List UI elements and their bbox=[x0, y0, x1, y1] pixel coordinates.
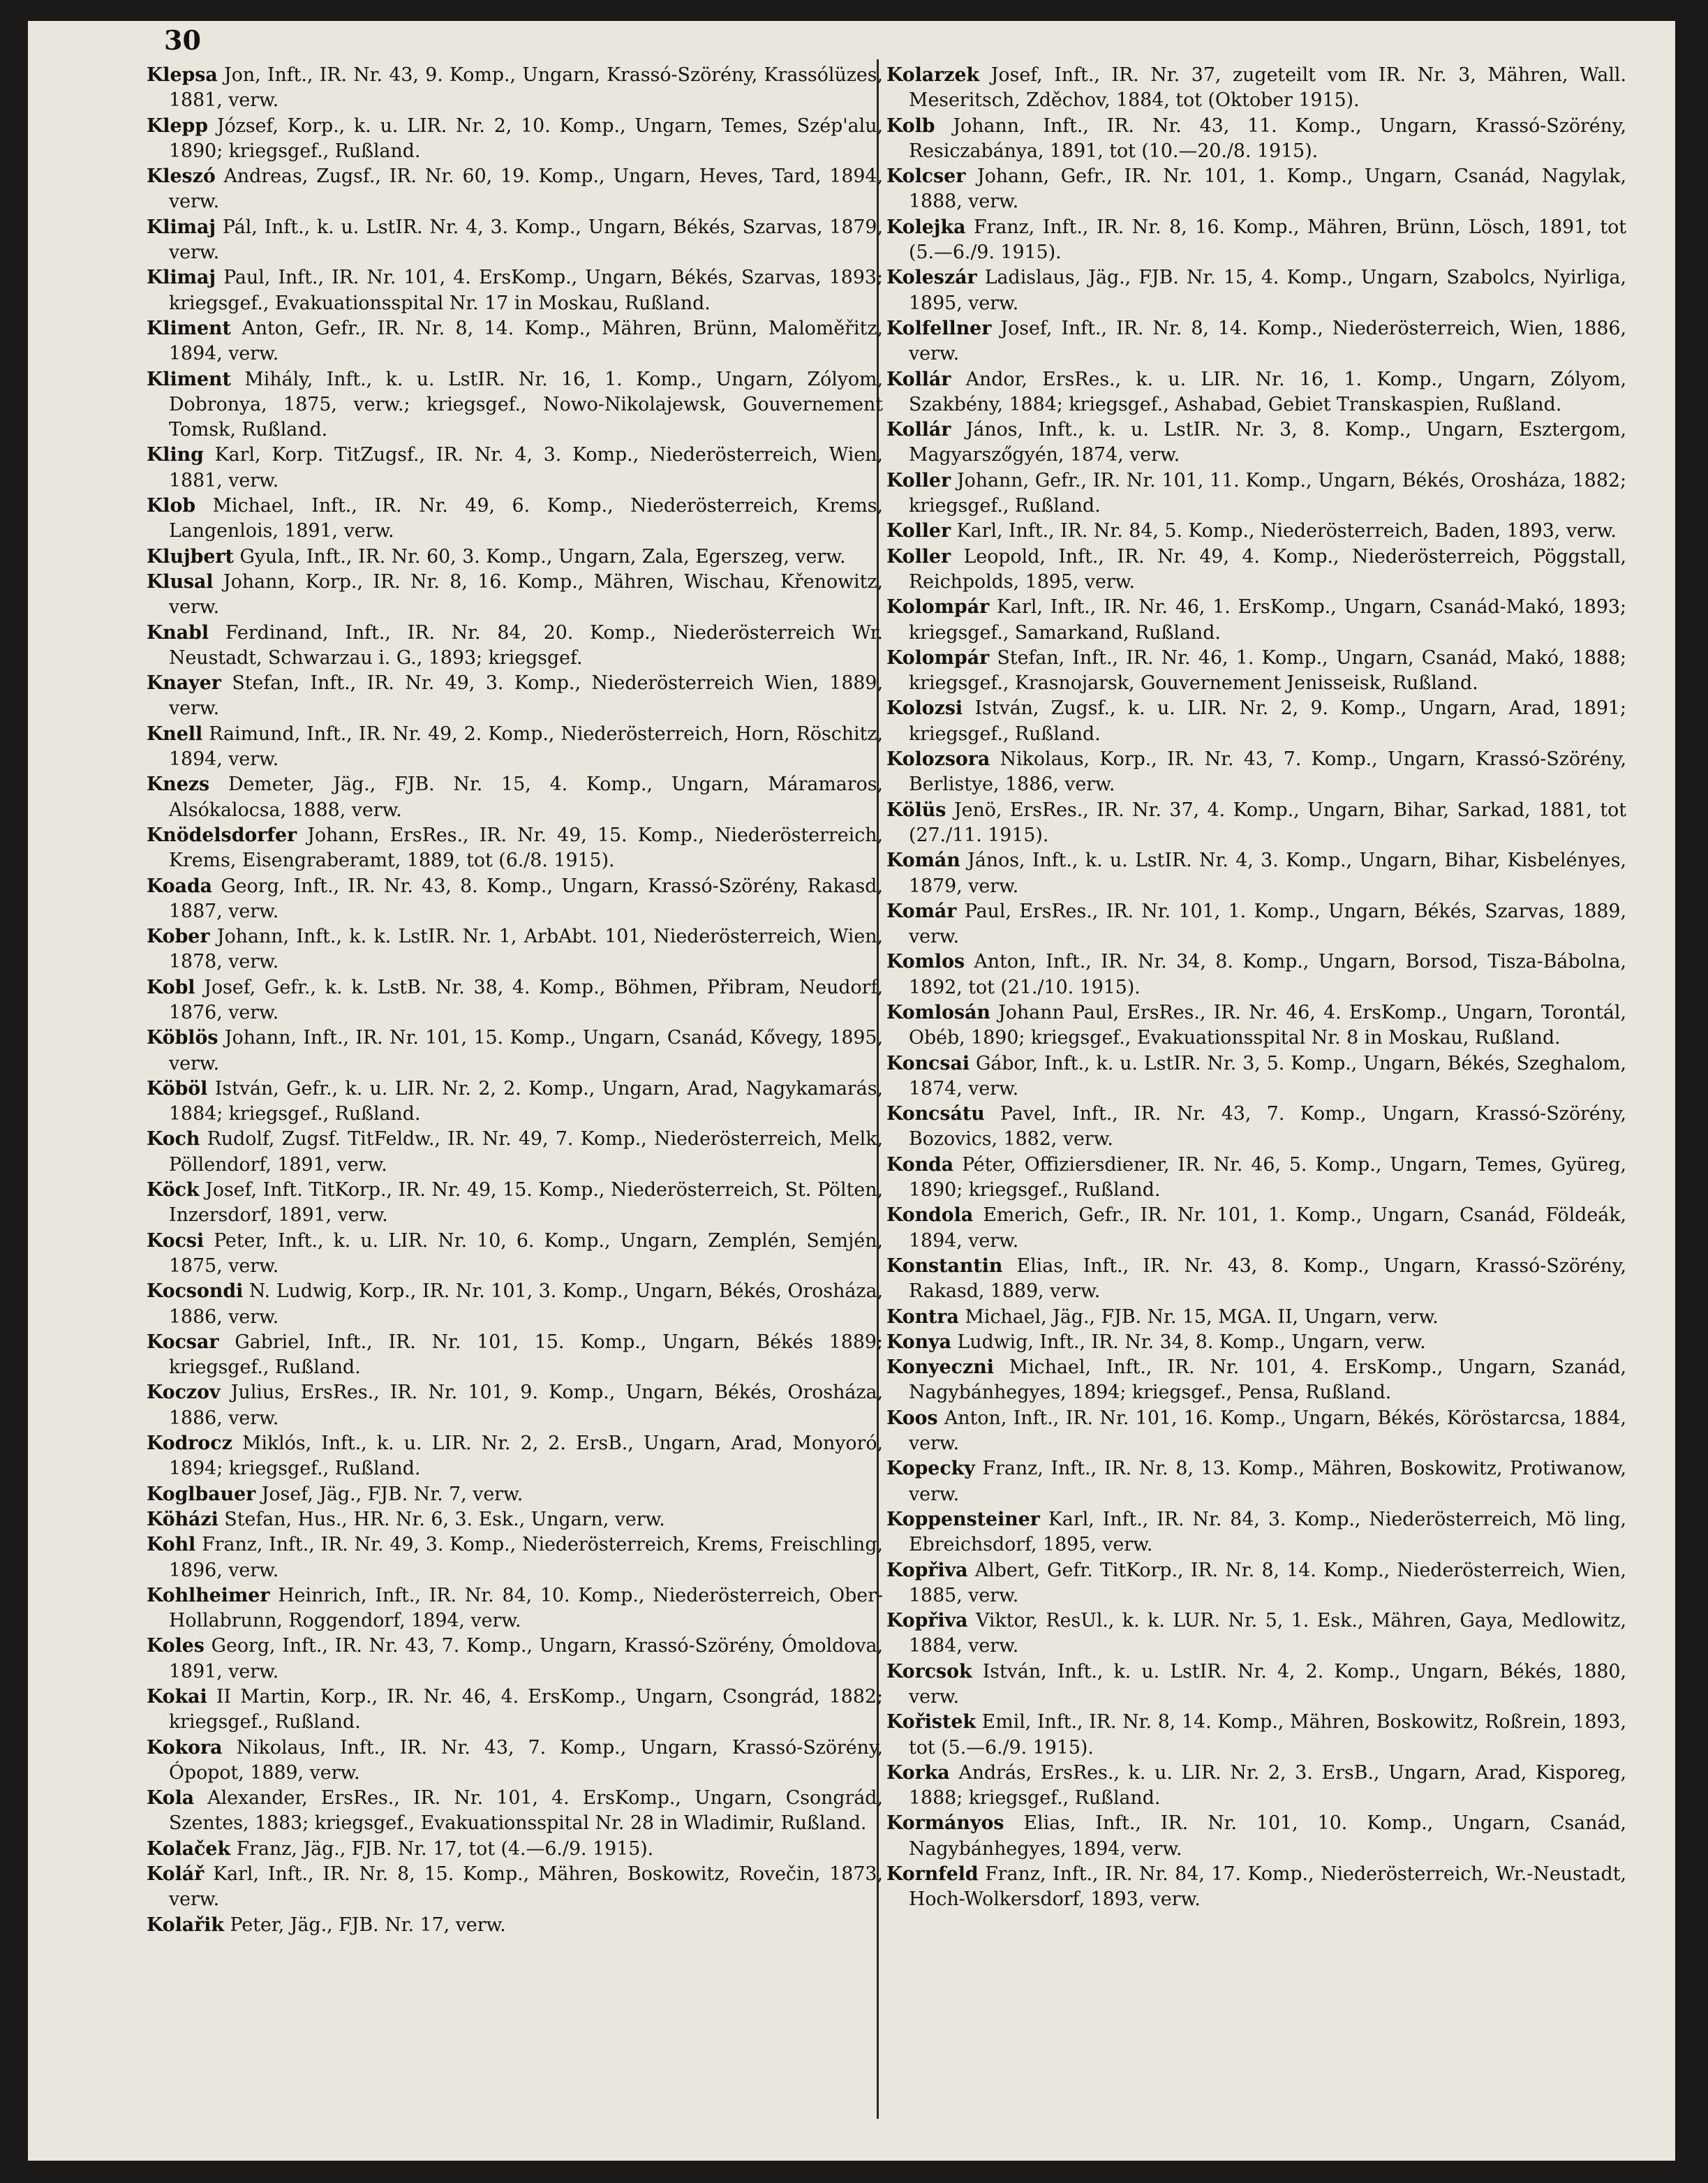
entry-surname: Köblös bbox=[147, 1027, 218, 1049]
entry-details: István, Inft., k. u. LstIR. Nr. 4, 2. Komp., Ungarn, Békés, 1880, verw. bbox=[909, 1660, 1626, 1708]
entry-details: Michael, Inft., IR. Nr. 101, 4. ErsKomp., Ungarn, Szanád, Nagybánhegyes, 1894; kriegsgef., Pensa, Rußland. bbox=[909, 1356, 1626, 1404]
entry-details: Julius, ErsRes., IR. Nr. 101, 9. Komp., Ungarn, Békés, Orosháza, 1886, verw. bbox=[169, 1382, 883, 1429]
register-entry bbox=[147, 1634, 883, 1685]
entry-details: Johann, Inft., k. k. LstIR. Nr. 1, ArbAbt. 101, Niederösterreich, Wien, 1878, verw. bbox=[169, 926, 883, 973]
entry-surname: Koles bbox=[147, 1635, 205, 1657]
register-entry bbox=[886, 1608, 1626, 1659]
entry-surname: Konstantin bbox=[886, 1255, 1003, 1277]
entry-details: Rudolf, Zugsf. TitFeldw., IR. Nr. 49, 7. Komp., Niederösterreich, Melk, Pöllendorf, 1891, verw. bbox=[169, 1128, 883, 1176]
register-entry bbox=[886, 1710, 1626, 1761]
entry-details: Raimund, Inft., IR. Nr. 49, 2. Komp., Niederösterreich, Horn, Röschitz, 1894, verw. bbox=[169, 723, 883, 771]
register-entry bbox=[147, 1532, 883, 1583]
entry-surname: Koch bbox=[147, 1128, 200, 1150]
entry-details: Johann, Gefr., IR. Nr. 101, 11. Komp., Ungarn, Békés, Orosháza, 1882; kriegsgef., Rußland. bbox=[909, 469, 1626, 517]
register-entry bbox=[147, 1229, 883, 1280]
entry-details: Ladislaus, Jäg., FJB. Nr. 15, 4. Komp., Ungarn, Szabolcs, Nyirliga, 1895, verw. bbox=[909, 267, 1626, 314]
entry-surname: Köck bbox=[147, 1179, 200, 1201]
entry-surname: Knell bbox=[147, 723, 203, 745]
entry-details: Georg, Inft., IR. Nr. 43, 7. Komp., Ungarn, Krassó-Szörény, Ómoldova, 1891, verw. bbox=[169, 1635, 883, 1682]
entry-surname: Kohl bbox=[147, 1534, 196, 1556]
register-entry bbox=[886, 747, 1626, 798]
register-entry bbox=[147, 621, 883, 672]
entry-details: Nikolaus, Korp., IR. Nr. 43, 7. Komp., Ungarn, Krassó-Szörény, Berlistye, 1886, verw. bbox=[909, 748, 1626, 796]
entry-surname: Kopecky bbox=[886, 1458, 975, 1480]
entry-details: Andor, ErsRes., k. u. LIR. Nr. 16, 1. Komp., Ungarn, Zólyom, Szakbény, 1884; kriegsgef., Ashabad, Gebiet Transkaspien, Rußland. bbox=[909, 368, 1626, 415]
register-entry bbox=[886, 1456, 1626, 1507]
register-entry bbox=[147, 924, 883, 975]
register-entry bbox=[147, 443, 883, 494]
entry-details: Josef, Jäg., FJB. Nr. 7, verw. bbox=[261, 1483, 523, 1505]
entry-details: Mihály, Inft., k. u. LstIR. Nr. 16, 1. Komp., Ungarn, Zólyom, Dobronya, 1875, verw.; kriegsgef., Nowo-Nikolajewsk, Gouvernement Tomsk, Rußland. bbox=[169, 368, 883, 441]
entry-surname: Kölüs bbox=[886, 799, 946, 821]
entry-details: Johann Paul, ErsRes., IR. Nr. 46, 4. ErsKomp., Ungarn, Torontál, Obéb, 1890; kriegsgef., Evakuationsspital Nr. 8 in Moskau, Rußland. bbox=[909, 1001, 1626, 1049]
entry-surname: Komlos bbox=[886, 951, 965, 973]
entry-details: Karl, Inft., IR. Nr. 8, 15. Komp., Mähren, Boskowitz, Rovečin, 1873, verw. bbox=[169, 1863, 883, 1911]
register-entry bbox=[147, 367, 883, 443]
entry-surname: Klimaj bbox=[147, 216, 216, 238]
entry-details: Karl, Inft., IR. Nr. 46, 1. ErsKomp., Ungarn, Csanád-Makó, 1893; kriegsgef., Samarkand, Rußland. bbox=[909, 596, 1626, 644]
entry-details: Franz, Inft., IR. Nr. 84, 17. Komp., Niederösterreich, Wr.-Neustadt, Hoch-Wolkersdorf, 1893, verw. bbox=[909, 1863, 1626, 1911]
register-entry bbox=[147, 1837, 883, 1862]
register-entry bbox=[147, 1076, 883, 1127]
entry-details: Albert, Gefr. TitKorp., IR. Nr. 8, 14. Komp., Niederösterreich, Wien, 1885, verw. bbox=[909, 1559, 1626, 1606]
register-entry bbox=[147, 164, 883, 215]
entry-details: Péter, Offiziersdiener, IR. Nr. 46, 5. Komp., Ungarn, Temes, Gyüreg, 1890; kriegsgef., Rußland. bbox=[909, 1153, 1626, 1201]
entry-details: Pavel, Inft., IR. Nr. 43, 7. Komp., Ungarn, Krassó-Szörény, Bozovics, 1882, verw. bbox=[909, 1103, 1626, 1150]
register-entry bbox=[147, 1178, 883, 1229]
entry-surname: Kolarzek bbox=[886, 64, 980, 86]
entry-surname: Komlosán bbox=[886, 1001, 990, 1023]
entry-details: István, Gefr., k. u. LIR. Nr. 2, 2. Komp., Ungarn, Arad, Nagykamarás, 1884; kriegsgef., Rußland. bbox=[169, 1077, 883, 1125]
register-entry bbox=[886, 545, 1626, 595]
entry-surname: Korka bbox=[886, 1761, 950, 1784]
entry-details: Nikolaus, Inft., IR. Nr. 43, 7. Komp., Ungarn, Krassó-Szörény, Ópopot, 1889, verw. bbox=[169, 1736, 883, 1784]
entry-details: Leopold, Inft., IR. Nr. 49, 4. Komp., Niederösterreich, Pöggstall, Reichpolds, 1895, verw. bbox=[909, 545, 1626, 593]
register-entry bbox=[886, 1355, 1626, 1406]
register-entry bbox=[147, 545, 883, 570]
entry-surname: Kopřiva bbox=[886, 1559, 968, 1581]
register-entry bbox=[886, 1811, 1626, 1862]
entry-details: II Martin, Korp., IR. Nr. 46, 4. ErsKomp., Ungarn, Csongrád, 1882; kriegsgef., Rußland. bbox=[169, 1686, 883, 1733]
entry-surname: Kolaček bbox=[147, 1837, 231, 1860]
entry-details: Karl, Korp. TitZugsf., IR. Nr. 4, 3. Komp., Niederösterreich, Wien, 1881, verw. bbox=[169, 444, 883, 491]
entry-surname: Kontra bbox=[886, 1305, 959, 1328]
register-entry bbox=[147, 494, 883, 545]
entry-surname: Konyeczni bbox=[886, 1356, 994, 1379]
register-entry bbox=[886, 114, 1626, 165]
entry-details: István, Zugsf., k. u. LIR. Nr. 2, 9. Komp., Ungarn, Arad, 1891; kriegsgef., Rußland. bbox=[909, 697, 1626, 745]
register-entry bbox=[147, 1482, 883, 1507]
entry-details: Josef, Inft., IR. Nr. 8, 14. Komp., Niederösterreich, Wien, 1886, verw. bbox=[909, 317, 1626, 365]
register-entry bbox=[147, 722, 883, 773]
entry-surname: Kobl bbox=[147, 976, 195, 998]
register-entry bbox=[886, 468, 1626, 519]
entry-details: Anton, Gefr., IR. Nr. 8, 14. Komp., Mähren, Brünn, Maloměřitz, 1894, verw. bbox=[169, 317, 883, 365]
entry-details: Elias, Inft., IR. Nr. 101, 10. Komp., Ungarn, Csanád, Nagybánhegyes, 1894, verw. bbox=[909, 1812, 1626, 1860]
entry-details: Ludwig, Inft., IR. Nr. 34, 8. Komp., Ungarn, verw. bbox=[957, 1331, 1426, 1353]
entry-details: Paul, ErsRes., IR. Nr. 101, 1. Komp., Ungarn, Békés, Szarvas, 1889, verw. bbox=[909, 900, 1626, 948]
document-page bbox=[28, 21, 1675, 2161]
register-entry bbox=[886, 367, 1626, 418]
entry-details: Jon, Inft., IR. Nr. 43, 9. Komp., Ungarn, Krassó-Szörény, Krassólüzes, 1881, verw. bbox=[169, 64, 883, 112]
entry-surname: Konda bbox=[886, 1153, 954, 1176]
entry-surname: Koller bbox=[886, 520, 951, 542]
entry-surname: Klob bbox=[147, 495, 196, 517]
register-entry bbox=[147, 1583, 883, 1634]
register-entry bbox=[147, 671, 883, 722]
register-entry bbox=[886, 1153, 1626, 1204]
register-entry bbox=[147, 874, 883, 925]
register-entry bbox=[886, 1659, 1626, 1710]
entry-surname: Kolář bbox=[147, 1863, 205, 1886]
page-number: 30 bbox=[164, 24, 201, 56]
entry-surname: Koppensteiner bbox=[886, 1508, 1040, 1530]
entry-surname: Koos bbox=[886, 1407, 938, 1429]
entry-details: Emil, Inft., IR. Nr. 8, 14. Komp., Mähren, Boskowitz, Roßrein, 1893, tot (5.—6./9. 1915). bbox=[909, 1711, 1626, 1759]
entry-surname: Koleszár bbox=[886, 267, 977, 289]
register-entry bbox=[886, 164, 1626, 215]
entry-surname: Kokai bbox=[147, 1686, 207, 1708]
entry-details: Emerich, Gefr., IR. Nr. 101, 1. Komp., Ungarn, Csanád, Földeák, 1894, verw. bbox=[909, 1204, 1626, 1252]
register-entry bbox=[886, 1000, 1626, 1051]
entry-surname: Kopřiva bbox=[886, 1610, 968, 1632]
entry-surname: Kling bbox=[147, 444, 204, 466]
entry-surname: Kolejka bbox=[886, 216, 966, 238]
entry-surname: Kormányos bbox=[886, 1812, 1004, 1835]
entry-surname: Klimaj bbox=[147, 267, 216, 289]
register-entry bbox=[147, 1685, 883, 1736]
register-entry bbox=[147, 1862, 883, 1913]
entry-details: Peter, Jäg., FJB. Nr. 17, verw. bbox=[230, 1914, 506, 1936]
register-entry bbox=[147, 1431, 883, 1482]
entry-surname: Komár bbox=[886, 900, 957, 922]
entry-details: Viktor, ResUl., k. k. LUR. Nr. 5, 1. Esk., Mähren, Gaya, Medlowitz, 1884, verw. bbox=[909, 1610, 1626, 1657]
entry-details: Stefan, Inft., IR. Nr. 49, 3. Komp., Niederösterreich Wien, 1889, verw. bbox=[169, 672, 883, 720]
entry-surname: Kornfeld bbox=[886, 1863, 979, 1886]
entry-details: Michael, Jäg., FJB. Nr. 15, MGA. II, Ungarn, verw. bbox=[965, 1305, 1439, 1328]
entry-surname: Kleszó bbox=[147, 165, 216, 188]
register-entry bbox=[886, 1507, 1626, 1558]
register-entry bbox=[886, 1558, 1626, 1609]
entry-details: János, Inft., k. u. LstIR. Nr. 4, 3. Komp., Ungarn, Bihar, Kisbelényes, 1879, verw. bbox=[909, 850, 1626, 897]
entry-details: Stefan, Hus., HR. Nr. 6, 3. Esk., Ungarn, verw. bbox=[224, 1508, 665, 1530]
entry-details: N. Ludwig, Korp., IR. Nr. 101, 3. Komp., Ungarn, Békés, Orosháza, 1886, verw. bbox=[169, 1280, 883, 1328]
entry-surname: Kollár bbox=[886, 419, 951, 441]
register-entry bbox=[886, 1406, 1626, 1457]
entry-surname: Komán bbox=[886, 850, 960, 872]
entry-details: Josef, Inft., IR. Nr. 37, zugeteilt vom IR. Nr. 3, Mähren, Wall. Meseritsch, Zděchov, 1884, tot (Oktober 1915). bbox=[909, 64, 1626, 112]
register-entry bbox=[886, 696, 1626, 747]
entry-surname: Knödelsdorfer bbox=[147, 824, 297, 846]
entry-details: Josef, Inft. TitKorp., IR. Nr. 49, 15. Komp., Niederösterreich, St. Pölten, Inzersdorf, 1891, verw. bbox=[169, 1179, 883, 1227]
entry-details: Michael, Inft., IR. Nr. 49, 6. Komp., Niederösterreich, Krems, Langenlois, 1891, verw. bbox=[169, 495, 883, 542]
register-entry bbox=[886, 1330, 1626, 1355]
register-entry bbox=[147, 1026, 883, 1076]
entry-surname: Konya bbox=[886, 1331, 951, 1353]
entry-surname: Kolařik bbox=[147, 1914, 224, 1936]
entry-details: Ferdinand, Inft., IR. Nr. 84, 20. Komp., Niederösterreich Wr. Neustadt, Schwarzau i. G., 1893; kriegsgef. bbox=[169, 621, 883, 669]
register-entry bbox=[147, 975, 883, 1026]
entry-details: Johann, ErsRes., IR. Nr. 49, 15. Komp., Niederösterreich, Krems, Eisengraberamt, 1889, tot (6./8. 1915). bbox=[169, 824, 883, 872]
register-entry bbox=[147, 316, 883, 367]
entry-surname: Knayer bbox=[147, 672, 221, 695]
entry-surname: Klujbert bbox=[147, 545, 234, 568]
entry-details: Elias, Inft., IR. Nr. 43, 8. Komp., Ungarn, Krassó-Szörény, Rakasd, 1889, verw. bbox=[909, 1255, 1626, 1303]
entry-surname: Kořistek bbox=[886, 1711, 976, 1733]
entry-surname: Koczov bbox=[147, 1382, 221, 1404]
entry-details: Johann, Inft., IR. Nr. 101, 15. Komp., Ungarn, Csanád, Kővegy, 1895, verw. bbox=[169, 1027, 883, 1074]
entry-surname: Kolompár bbox=[886, 596, 990, 619]
entry-surname: Kolozsora bbox=[886, 748, 990, 771]
register-entry bbox=[147, 1330, 883, 1381]
entry-surname: Koncsátu bbox=[886, 1103, 985, 1125]
register-entry bbox=[147, 772, 883, 823]
entry-surname: Kokora bbox=[147, 1736, 223, 1759]
register-entry bbox=[147, 1736, 883, 1786]
entry-details: Pál, Inft., k. u. LstIR. Nr. 4, 3. Komp., Ungarn, Békés, Szarvas, 1879, verw. bbox=[169, 216, 883, 264]
left-column bbox=[147, 63, 883, 1938]
entry-details: Andreas, Zugsf., IR. Nr. 60, 19. Komp., Ungarn, Heves, Tard, 1894, verw. bbox=[169, 165, 883, 213]
entry-surname: Kliment bbox=[147, 368, 231, 390]
entry-surname: Klepsa bbox=[147, 64, 218, 86]
entry-details: Karl, Inft., IR. Nr. 84, 3. Komp., Niederösterreich, Mö ling, Ebreichsdorf, 1895, verw. bbox=[909, 1508, 1626, 1556]
entry-details: József, Korp., k. u. LIR. Nr. 2, 10. Komp., Ungarn, Temes, Szép'alu, 1890; kriegsgef., Rußland. bbox=[169, 114, 883, 162]
entry-surname: Kolompár bbox=[886, 646, 990, 669]
register-entry bbox=[886, 63, 1626, 114]
register-entry bbox=[886, 1203, 1626, 1254]
register-entry bbox=[147, 63, 883, 114]
entry-surname: Koncsai bbox=[886, 1052, 970, 1074]
register-entry bbox=[147, 265, 883, 316]
entry-details: Alexander, ErsRes., IR. Nr. 101, 4. ErsKomp., Ungarn, Csongrád, Szentes, 1883; kriegsgef., Evakuationsspital Nr. 28 in Wladimir, Rußland. bbox=[169, 1787, 883, 1835]
entry-details: Stefan, Inft., IR. Nr. 46, 1. Komp., Ungarn, Csanád, Makó, 1888; kriegsgef., Krasnojarsk, Gouvernement Jenisseisk, Rußland. bbox=[909, 646, 1626, 695]
entry-details: Gábor, Inft., k. u. LstIR. Nr. 3, 5. Komp., Ungarn, Békés, Szeghalom, 1874, verw. bbox=[909, 1052, 1626, 1100]
entry-details: Franz, Inft., IR. Nr. 49, 3. Komp., Niederösterreich, Krems, Freischling, 1896, verw. bbox=[169, 1534, 883, 1581]
entry-surname: Koglbauer bbox=[147, 1483, 256, 1505]
entry-surname: Kola bbox=[147, 1787, 195, 1810]
entry-surname: Kondola bbox=[886, 1204, 974, 1227]
entry-details: Karl, Inft., IR. Nr. 84, 5. Komp., Niederösterreich, Baden, 1893, verw. bbox=[956, 520, 1617, 542]
entry-details: Johann, Inft., IR. Nr. 43, 11. Komp., Ungarn, Krassó-Szörény, Resiczabánya, 1891, tot (10.—20./8. 1915). bbox=[909, 114, 1626, 162]
entry-details: Heinrich, Inft., IR. Nr. 84, 10. Komp., Niederösterreich, Ober-Hollabrunn, Roggendorf, 1894, verw. bbox=[169, 1584, 883, 1632]
register-entry bbox=[886, 265, 1626, 316]
register-entry bbox=[147, 1380, 883, 1431]
entry-surname: Kolcser bbox=[886, 165, 966, 188]
register-entry bbox=[886, 798, 1626, 849]
entry-surname: Kocsondi bbox=[147, 1280, 244, 1303]
entry-details: Anton, Inft., IR. Nr. 34, 8. Komp., Ungarn, Borsod, Tisza-Bábolna, 1892, tot (21./10. 1915). bbox=[909, 951, 1626, 998]
entry-details: Peter, Inft., k. u. LIR. Nr. 10, 6. Komp., Ungarn, Zemplén, Semjén, 1875, verw. bbox=[169, 1229, 883, 1277]
entry-details: Franz, Jäg., FJB. Nr. 17, tot (4.—6./9. 1915). bbox=[236, 1837, 654, 1860]
register-entry bbox=[886, 417, 1626, 468]
register-entry bbox=[886, 899, 1626, 950]
entry-surname: Kocsar bbox=[147, 1331, 219, 1353]
register-entry bbox=[147, 114, 883, 165]
entry-surname: Klepp bbox=[147, 114, 208, 137]
entry-surname: Korcsok bbox=[886, 1660, 972, 1682]
entry-details: Demeter, Jäg., FJB. Nr. 15, 4. Komp., Ungarn, Máramaros, Alsókalocsa, 1888, verw. bbox=[169, 774, 883, 821]
entry-surname: Klusal bbox=[147, 570, 214, 593]
entry-details: Franz, Inft., IR. Nr. 8, 16. Komp., Mähren, Brünn, Lösch, 1891, tot (5.—6./9. 1915). bbox=[909, 216, 1626, 264]
entry-surname: Kohlheimer bbox=[147, 1584, 270, 1606]
register-entry bbox=[886, 519, 1626, 544]
entry-details: Georg, Inft., IR. Nr. 43, 8. Komp., Ungarn, Krassó-Szörény, Rakasd, 1887, verw. bbox=[169, 875, 883, 922]
register-entry bbox=[147, 1127, 883, 1178]
entry-details: Paul, Inft., IR. Nr. 101, 4. ErsKomp., Ungarn, Békés, Szarvas, 1893; kriegsgef., Evakuationsspital Nr. 17 in Moskau, Rußland. bbox=[169, 267, 883, 314]
entry-details: Franz, Inft., IR. Nr. 8, 13. Komp., Mähren, Boskowitz, Protiwanow, verw. bbox=[909, 1458, 1626, 1505]
entry-surname: Knabl bbox=[147, 621, 209, 644]
entry-surname: Koller bbox=[886, 469, 951, 491]
register-entry bbox=[886, 848, 1626, 899]
register-entry bbox=[886, 646, 1626, 697]
entry-surname: Knezs bbox=[147, 774, 210, 796]
entry-surname: Köházi bbox=[147, 1508, 218, 1530]
entry-surname: Kodrocz bbox=[147, 1433, 232, 1455]
entry-details: Gyula, Inft., IR. Nr. 60, 3. Komp., Ungarn, Zala, Egerszeg, verw. bbox=[239, 545, 846, 568]
entry-details: Anton, Inft., IR. Nr. 101, 16. Komp., Ungarn, Békés, Köröstarcsa, 1884, verw. bbox=[909, 1407, 1626, 1455]
register-entry bbox=[147, 1913, 883, 1938]
register-entry bbox=[147, 1279, 883, 1330]
right-column bbox=[886, 63, 1626, 1913]
register-entry bbox=[886, 1102, 1626, 1153]
register-entry bbox=[147, 1507, 883, 1532]
register-entry bbox=[147, 570, 883, 621]
entry-details: Gabriel, Inft., IR. Nr. 101, 15. Komp., Ungarn, Békés 1889; kriegsgef., Rußland. bbox=[169, 1331, 883, 1379]
entry-surname: Köböl bbox=[147, 1077, 208, 1100]
entry-surname: Koller bbox=[886, 545, 951, 568]
register-entry bbox=[886, 215, 1626, 266]
entry-details: János, Inft., k. u. LstIR. Nr. 3, 8. Komp., Ungarn, Esztergom, Magyarszőgyén, 1874, verw. bbox=[909, 419, 1626, 466]
register-entry bbox=[886, 316, 1626, 367]
entry-surname: Kolfellner bbox=[886, 317, 992, 339]
entry-surname: Kollár bbox=[886, 368, 951, 390]
register-entry bbox=[886, 1051, 1626, 1102]
register-entry bbox=[886, 1862, 1626, 1913]
register-entry bbox=[886, 1761, 1626, 1812]
entry-surname: Kliment bbox=[147, 317, 231, 339]
entry-surname: Koada bbox=[147, 875, 213, 897]
entry-surname: Kober bbox=[147, 926, 210, 948]
entry-surname: Kolb bbox=[886, 114, 935, 137]
entry-details: Josef, Gefr., k. k. LstB. Nr. 38, 4. Komp., Böhmen, Přibram, Neudorf, 1876, verw. bbox=[169, 976, 883, 1023]
register-entry bbox=[147, 215, 883, 266]
entry-surname: Kolozsi bbox=[886, 697, 963, 720]
entry-details: András, ErsRes., k. u. LIR. Nr. 2, 3. ErsB., Ungarn, Arad, Kisporeg, 1888; kriegsgef., Rußland. bbox=[909, 1761, 1626, 1810]
register-entry bbox=[886, 949, 1626, 1000]
entry-details: Jenö, ErsRes., IR. Nr. 37, 4. Komp., Ungarn, Bihar, Sarkad, 1881, tot (27./11. 1915). bbox=[909, 799, 1626, 846]
register-entry bbox=[886, 595, 1626, 646]
entry-details: Johann, Gefr., IR. Nr. 101, 1. Komp., Ungarn, Csanád, Nagylak, 1888, verw. bbox=[909, 165, 1626, 213]
register-entry bbox=[147, 1786, 883, 1837]
entry-details: Miklós, Inft., k. u. LIR. Nr. 2, 2. ErsB., Ungarn, Arad, Monyoró, 1894; kriegsgef., Rußland. bbox=[169, 1433, 883, 1480]
register-entry bbox=[147, 823, 883, 874]
entry-details: Johann, Korp., IR. Nr. 8, 16. Komp., Mähren, Wischau, Křenowitz, verw. bbox=[169, 570, 883, 619]
register-entry bbox=[886, 1254, 1626, 1305]
entry-surname: Kocsi bbox=[147, 1229, 205, 1252]
register-entry bbox=[886, 1305, 1626, 1330]
